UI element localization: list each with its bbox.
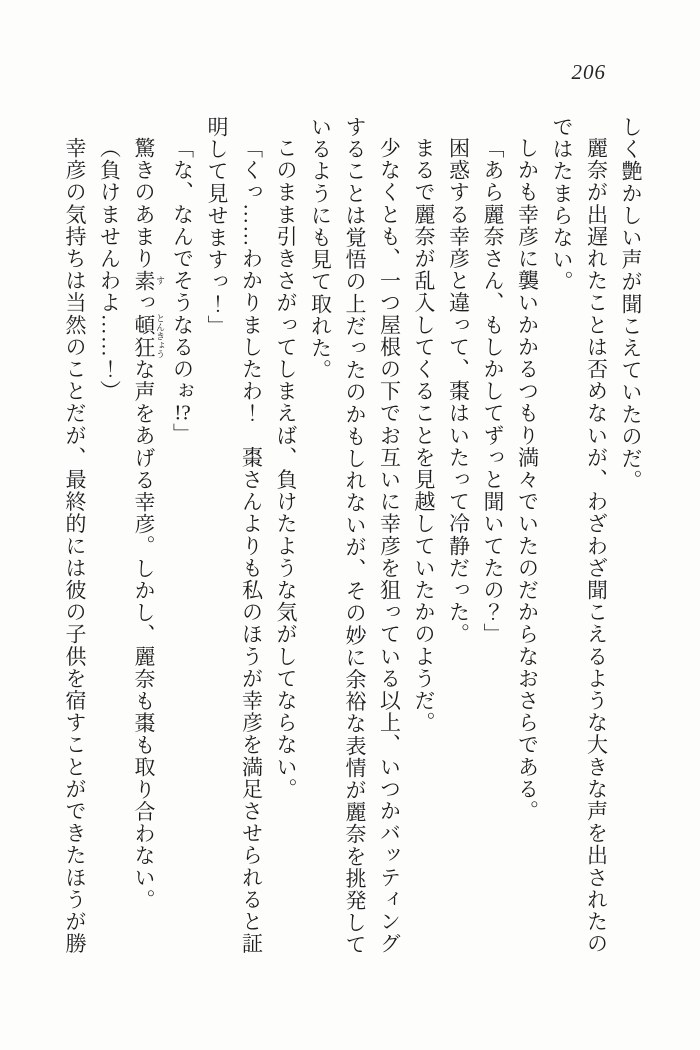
- paragraph-6: まるで麗奈が乱入してくることを見越していたかのようだ。: [412, 137, 436, 734]
- ruby-頓狂: 頓狂 とんきょう: [132, 313, 165, 359]
- paragraph-2: 麗奈が出遅れたことは否めないが、わざわざ聞こえるような大きな声を出されたのではたまらない。: [550, 116, 609, 955]
- paragraph-1: しく艶かしい声が聞こえていたのだ。: [619, 116, 643, 492]
- paragraph-12: （負けませんわよ……！）: [97, 137, 122, 403]
- ruby-素: 素 す: [132, 269, 165, 292]
- paragraph-9: 「くっ……わかりましたわ！ 棗さんよりも私のほうが幸彦を満足させられると証明して見せますっ！」: [205, 116, 264, 955]
- paragraph-7: 少なくとも、一つ屋根の下でお互いに幸彦を狙っている以上、いつかバッティングすることは覚悟の上だったのかもしれないが、その妙に余裕な表情が麗奈を挑発しているようにも見て取れた。: [308, 116, 402, 956]
- page-number: 206: [571, 60, 606, 84]
- paragraph-8: このまま引きさがってしまえば、負けたような気がしてならない。: [274, 137, 298, 800]
- paragraph-5: 困惑する幸彦と違って、棗はいたって冷静だった。: [446, 137, 471, 646]
- paragraph-3: しかも幸彦に襲いかかるつもり満々でいたのだからなおさらである。: [515, 137, 540, 823]
- paragraph-10: 「な、なんでそうなるのぉ!?」: [170, 137, 195, 446]
- paragraph-4: 「あら麗奈さん、もしかしてずっと聞いてたの？」: [481, 137, 505, 646]
- paragraph-13: 幸彦の気持ちは当然のことだが、最終的には彼の子供を宿すことができたほうが勝: [63, 137, 87, 955]
- tatechuyoko: !?: [174, 402, 191, 424]
- novel-text-block: [60, 116, 648, 972]
- paragraph-11: 驚きのあまり素 すっ頓狂 とんきょうな声をあげる幸彦。しかし、麗奈も棗も取り合わない。: [132, 137, 165, 911]
